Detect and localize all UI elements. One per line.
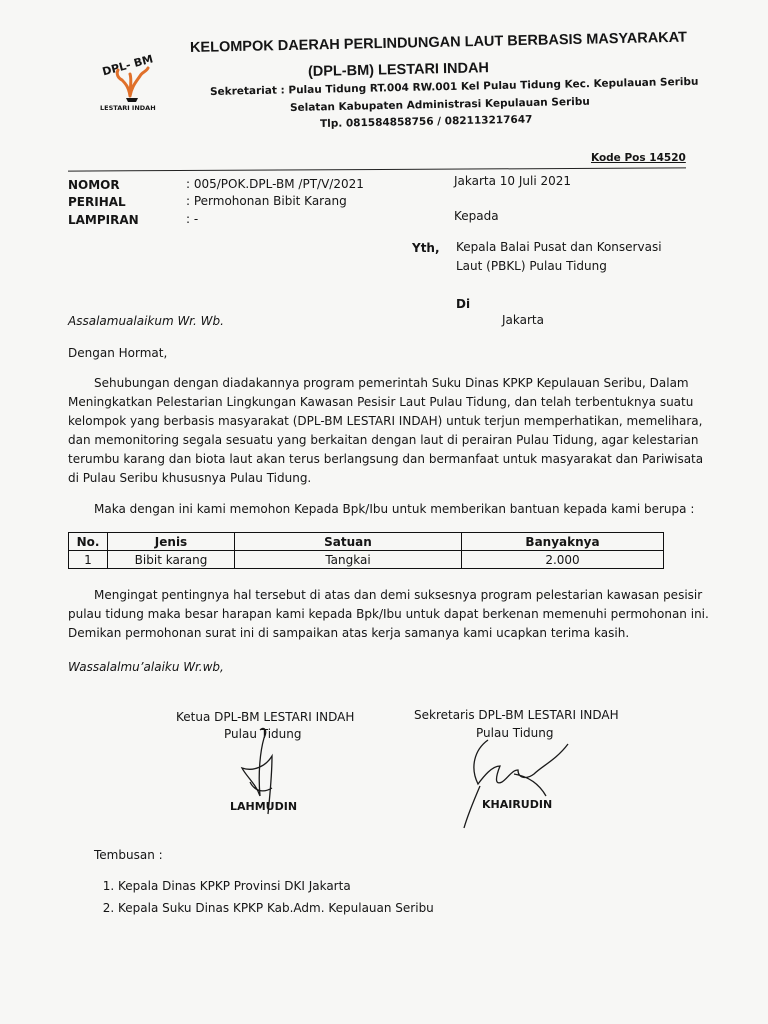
left-signer-title: Ketua DPL-BM LESTARI INDAH xyxy=(176,710,355,724)
address-line2: Selatan Kabupaten Administrasi Kepulauan Seribu xyxy=(289,95,590,114)
closing: Wassalalmu’alaiku Wr.wb, xyxy=(68,660,224,674)
request-table xyxy=(68,532,664,569)
list-item: 1. Kepala Dinas KPKP Provinsi DKI Jakarta xyxy=(118,875,434,897)
nomor-value: : 005/POK.DPL-BM /PT/V/2021 xyxy=(186,177,364,191)
di-label: Di xyxy=(456,297,471,311)
paragraph-1-line: kelompok yang berbasis masyarakat (DPL-BM LESTARI INDAH) untuk terjun memperhatikan, memelihara, xyxy=(68,414,703,428)
nomor-label: NOMOR xyxy=(68,178,120,192)
paragraph-1-line: di Pulau Seribu khususnya Pulau Tidung. xyxy=(68,471,312,485)
header-divider xyxy=(68,167,686,171)
table-header: Banyaknya xyxy=(462,533,664,551)
paragraph-2 xyxy=(68,586,709,643)
perihal-label: PERIHAL xyxy=(68,195,126,209)
right-signer-title: Sekretaris DPL-BM LESTARI INDAH xyxy=(414,708,619,722)
table-cell: 2.000 xyxy=(462,551,664,569)
paragraph-1 xyxy=(68,374,703,488)
request-intro: Maka dengan ini kami memohon Kepada Bpk/Ibu untuk memberikan bantuan kepada kami berupa : xyxy=(94,502,695,516)
kepada-label: Kepada xyxy=(454,209,499,223)
paragraph-2-line: pulau tidung maka besar harapan kami kepada Bpk/Ibu untuk dapat berkenan memenuhi permohonan ini. xyxy=(68,607,709,621)
greeting: Assalamualaikum Wr. Wb. xyxy=(68,314,224,328)
letter-date: Jakarta 10 Juli 2021 xyxy=(454,174,572,188)
logo-text: DPL- BM xyxy=(100,52,155,79)
recipient-city: Jakarta xyxy=(502,313,544,327)
paragraph-1-line: Meningkatkan Pelestarian Lingkungan Kawasan Pesisir Laut Pulau Tidung, dan telah terbentuknya suatu xyxy=(68,395,694,409)
paragraph-2-line: Demikan permohonan surat ini di sampaikan atas kerja samanya kami ucapkan terima kasih. xyxy=(68,626,630,640)
right-signer-name: KHAIRUDIN xyxy=(482,798,553,811)
right-signature-icon xyxy=(456,736,576,832)
logo-subtext: LESTARI INDAH xyxy=(100,104,156,112)
table-cell: Bibit karang xyxy=(108,551,235,569)
table-header: No. xyxy=(69,533,108,551)
yth-label: Yth, xyxy=(412,241,440,255)
left-signer-place: Pulau Tidung xyxy=(224,727,302,741)
lampiran-label: LAMPIRAN xyxy=(68,213,139,227)
org-title-line1: KELOMPOK DAERAH PERLINDUNGAN LAUT BERBASIS MASYARAKAT xyxy=(189,29,688,56)
recipient-line1: Kepala Balai Pusat dan Konservasi xyxy=(456,240,662,254)
right-signer-place: Pulau Tidung xyxy=(476,726,554,740)
paragraph-1-line: terumbu karang dan biota laut akan terus berlangsung dan bermanfaat untuk masyarakat dan Pariwisata xyxy=(68,452,704,466)
list-item: 2. Kepala Suku Dinas KPKP Kab.Adm. Kepulauan Seribu xyxy=(118,897,434,919)
left-signer-name: LAHMUDIN xyxy=(230,800,298,813)
table-header-row xyxy=(69,533,664,551)
address-line1: Sekretariat : Pulau Tidung RT.004 RW.001 Kel Pulau Tidung Kec. Kepulauan Seribu xyxy=(209,75,699,98)
recipient-line2: Laut (PBKL) Pulau Tidung xyxy=(456,259,607,273)
table-cell: 1 xyxy=(69,551,108,569)
org-title-line2: (DPL-BM) LESTARI INDAH xyxy=(307,60,490,80)
tembusan-list xyxy=(94,875,434,919)
paragraph-2-line: Mengingat pentingnya hal tersebut di atas dan demi suksesnya program pelestarian kawasan pesisir xyxy=(94,588,703,602)
table-header: Jenis xyxy=(108,533,235,551)
paragraph-1-line: Sehubungan dengan diadakannya program pemerintah Suku Dinas KPKP Kepulauan Seribu, Dalam xyxy=(94,376,689,390)
paragraph-1-line: dan memonitoring segala sesuatu yang berkaitan dengan laut di perairan Pulau Tidung, agar kelestarian xyxy=(68,433,699,447)
phone-numbers: Tlp. 081584858756 / 082113217647 xyxy=(319,113,533,130)
table-row xyxy=(69,551,664,569)
table-cell: Tangkai xyxy=(235,551,462,569)
tembusan-label: Tembusan : xyxy=(94,848,163,862)
perihal-value: : Permohonan Bibit Karang xyxy=(186,194,347,208)
lampiran-value: : - xyxy=(186,212,199,226)
organization-logo xyxy=(96,50,182,112)
opening: Dengan Hormat, xyxy=(68,346,168,360)
postal-code: Kode Pos 14520 xyxy=(591,152,686,164)
table-header: Satuan xyxy=(235,533,462,551)
